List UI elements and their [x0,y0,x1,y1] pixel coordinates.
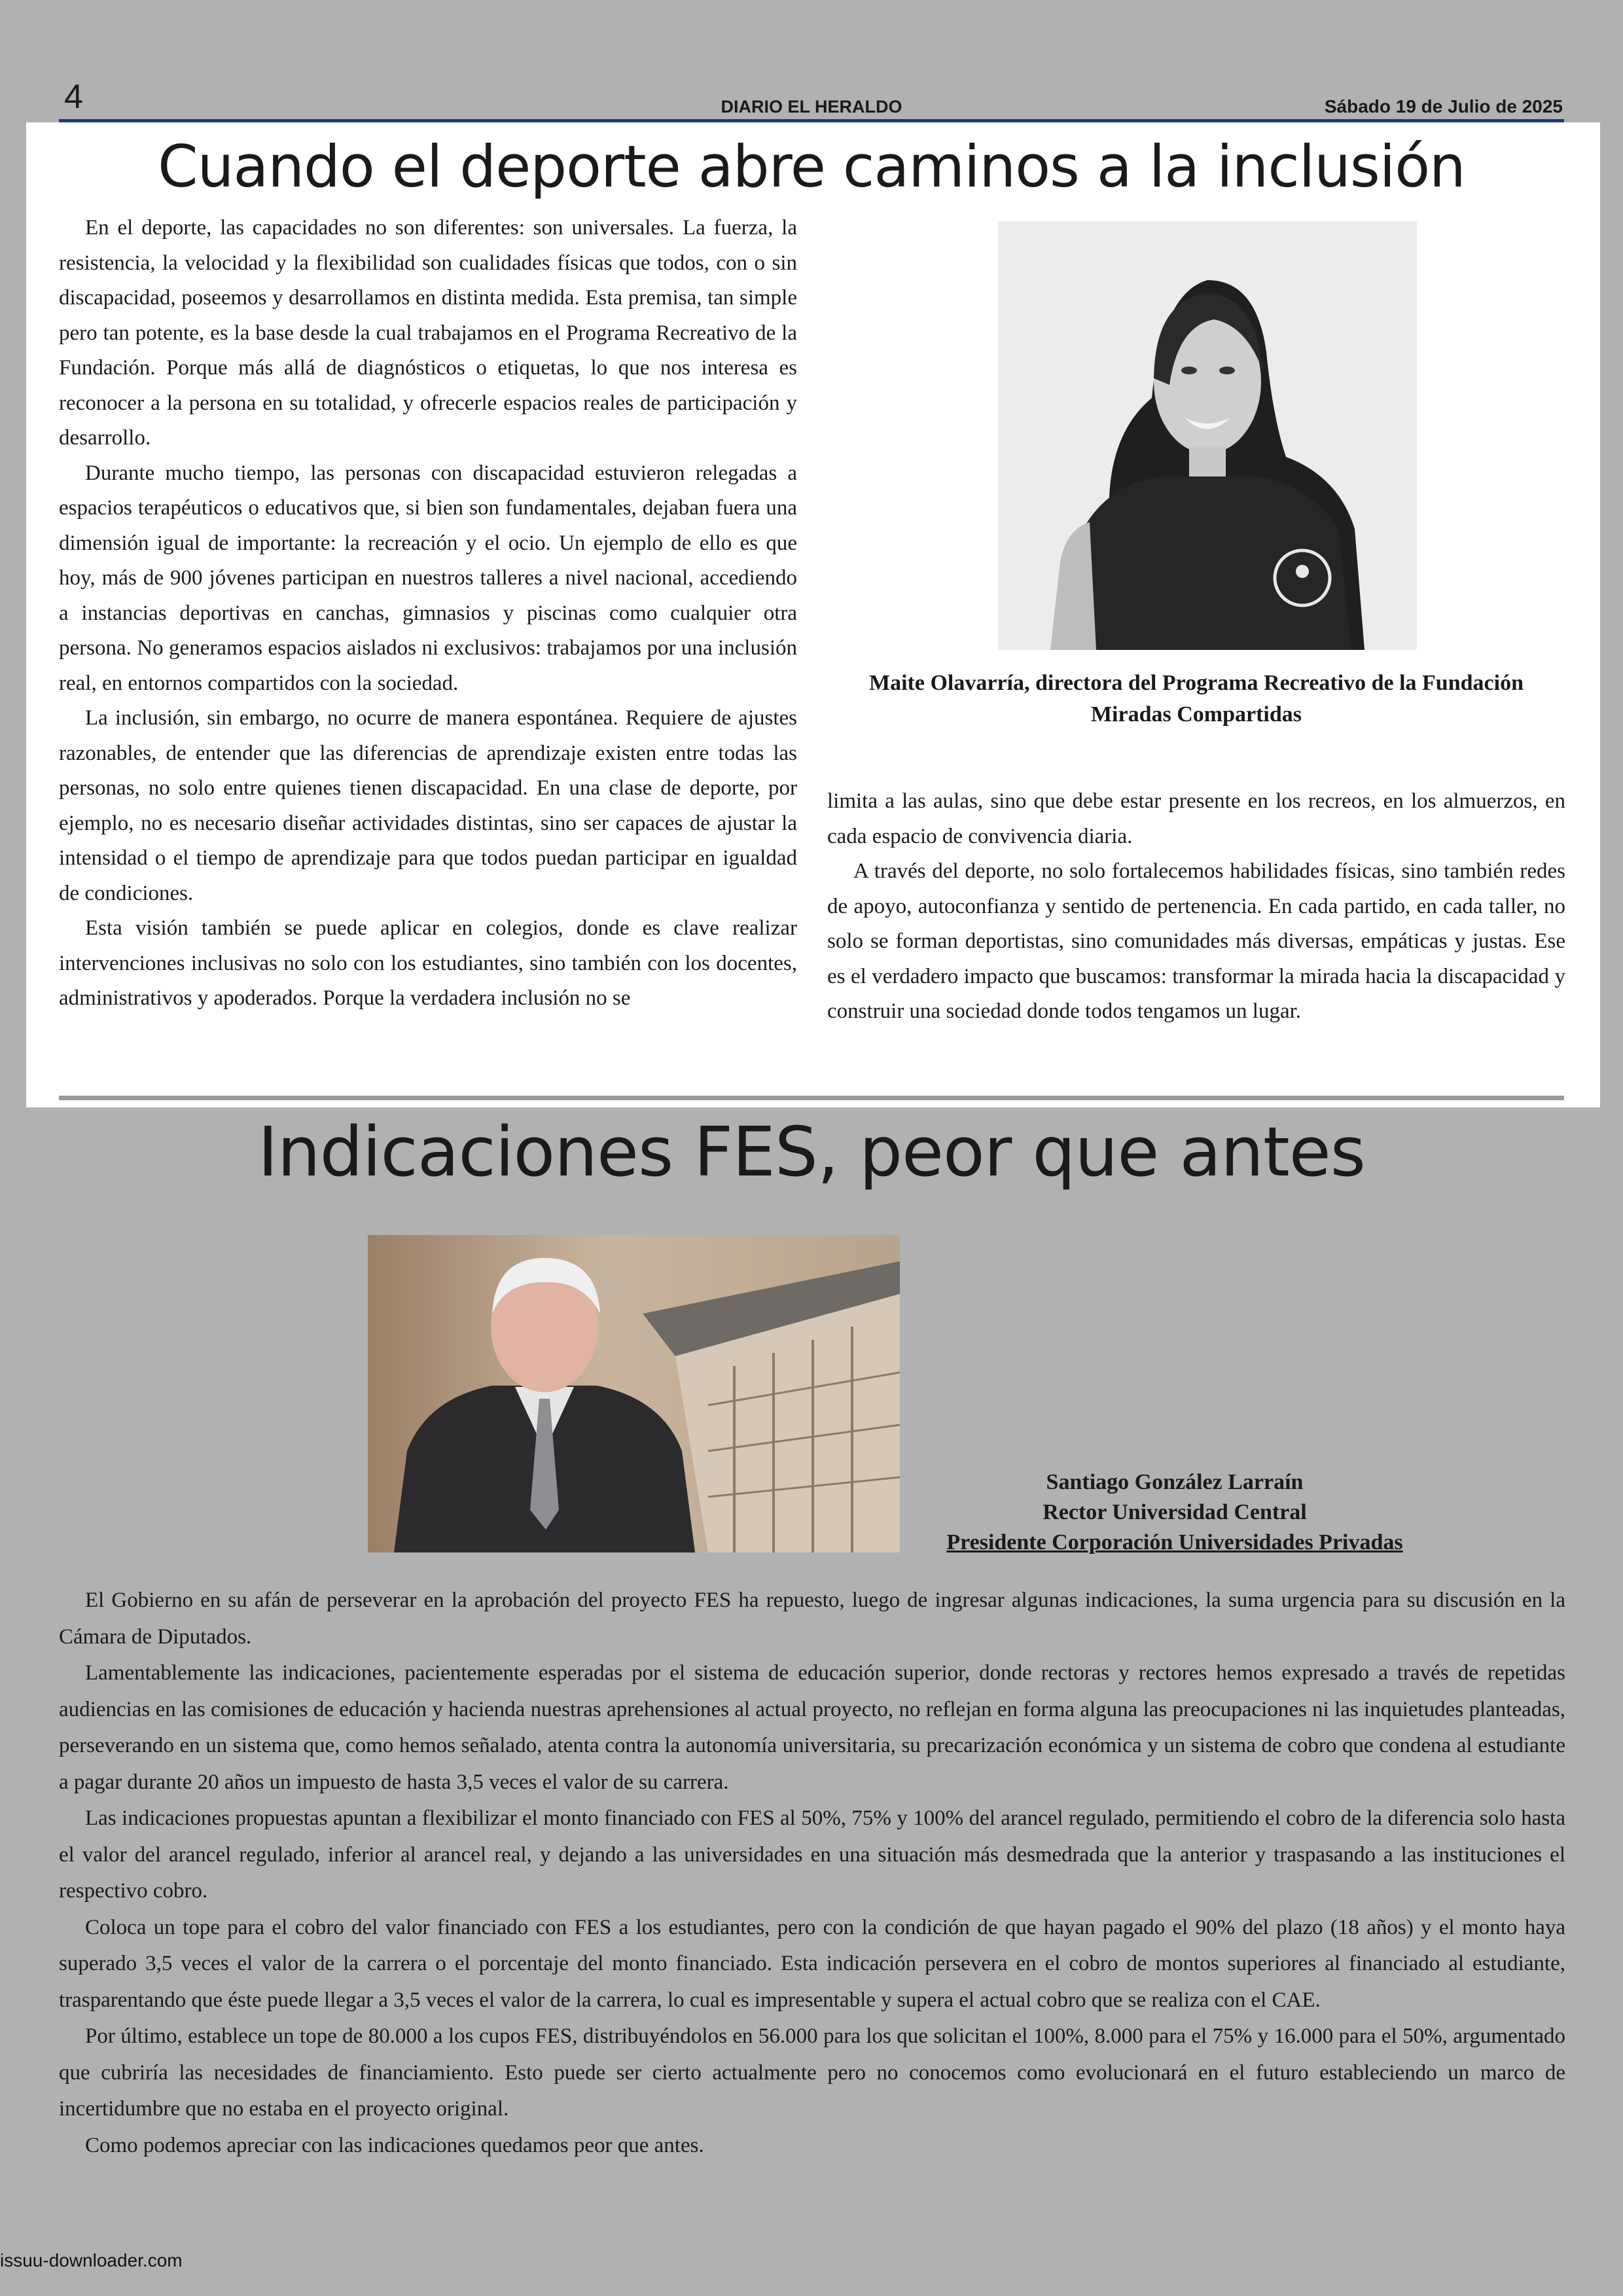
article1-column-right [827,784,1565,1030]
section-divider [59,1096,1564,1100]
article2-byline [913,1467,1436,1558]
source-watermark: issuu-downloader.com [0,2250,183,2270]
article1-paragraph: Esta visión también se puede aplicar en colegios, donde es clave realizar intervenciones inclusivas no solo con los estudiantes, sino también con los docentes, administrativos y apoderados. Porque la verdadera inclusión no se [59,916,797,1010]
author-role: Rector Universidad Central [1043,1500,1307,1524]
article2-paragraph: Las indicaciones propuestas apuntan a flexibilizar el monto financiado con FES al 50%, 75% y 100% del arancel regulado, permitiendo el cobro de la diferencia solo hasta el valor del arancel regulado, inferior al arancel real, y dejando a las universidades en una situación más desmedrada que la anterior y traspasando a las instituciones el respectivo cobro. [59,1806,1565,1903]
issue-date: Sábado 19 de Julio de 2025 [1324,96,1563,117]
newspaper-name: DIARIO EL HERALDO [721,97,902,117]
author-role: Presidente Corporación Universidades Privadas [946,1530,1403,1554]
portrait-photo-maite [998,221,1417,650]
author-name: Santiago González Larraín [1046,1470,1304,1494]
article2-paragraph: Como podemos apreciar con las indicaciones quedamos peor que antes. [85,2133,704,2157]
article1-paragraph: limita a las aulas, sino que debe estar presente en los recreos, en los almuerzos, en cada espacio de convivencia diaria. [827,789,1565,848]
article1-paragraph: En el deporte, las capacidades no son diferentes: son universales. La fuerza, la resistencia, la velocidad y la flexibilidad son cualidades físicas que todos, con o sin discapacidad, poseemos y desarrollamos en distinta medida. Esta premisa, tan simple pero tan potente, es la base desde la cual trabajamos en el Programa Recreativo de la Fundación. Porque más allá de diagnósticos o etiquetas, lo que nos interesa es reconocer a la persona en su totalidad, y ofrecerle espacios reales de participación y desarrollo. [59,216,797,450]
article2-paragraph: Por último, establece un tope de 80.000 a los cupos FES, distribuyéndolos en 56.000 para los que solicitan el 100%, 8.000 para el 75% y 16.000 para el 50%, argumentado que cubriría las necesidades de financiamiento. Esto puede ser cierto actualmente pero no conocemos como evolucionará en el futuro estableciendo un marco de incertidumbre que no estaba en el proyecto original. [59,2024,1565,2121]
page-number: 4 [64,78,83,116]
article2-paragraph: El Gobierno en su afán de perseverar en la aprobación del proyecto FES ha repuesto, luego de ingresar algunas indicaciones, la suma urgencia para su discusión en la Cámara de Diputados. [59,1588,1565,1649]
article1-column-left [59,211,797,1016]
article1-paragraph: A través del deporte, no solo fortalecemos habilidades físicas, sino también redes de apoyo, autoconfianza y sentido de pertenencia. En cada partido, en cada taller, no solo se forman deportistas, sino comunidades más diversas, empáticas y justas. Ese es el verdadero impacto que buscamos: transformar la mirada hacia la discapacidad y construir una sociedad donde todos tengamos un lugar. [827,859,1565,1023]
article2-paragraph: Lamentablemente las indicaciones, pacientemente esperadas por el sistema de educación superior, donde rectoras y rectores hemos expresado a través de repetidas audiencias en las comisiones de educación y hacienda nuestras aprehensiones al actual proyecto, no reflejan en forma alguna las preocupaciones ni las inquietudes planteadas, perseverando en un sistema que, como hemos señalado, atenta contra la autonomía universitaria, su precarización económica y un sistema de cobro que condena al estudiante a pagar durante 20 años un impuesto de hasta 3,5 veces el valor de su carrera. [59,1661,1565,1794]
portrait-photo-santiago [368,1235,900,1552]
article2-paragraph: Coloca un tope para el cobro del valor financiado con FES a los estudiantes, pero con la condición de que hayan pagado el 90% del plazo (18 años) y el monto haya superado 3,5 veces el valor de la carrera o el porcentaje del monto financiado. Esta indicación persevera en el cobro de montos superiores al financiado al estudiante, trasparentando que éste puede llegar a 3,5 veces el valor de la carrera, lo cual es impresentable y supera el actual cobro que se realiza con el CAE. [59,1915,1565,2012]
article1-paragraph: Durante mucho tiempo, las personas con discapacidad estuvieron relegadas a espacios terapéuticos o educativos que, si bien son fundamentales, dejaban fuera una dimensión igual de importante: la recreación y el ocio. Un ejemplo de ello es que hoy, más de 900 jóvenes participan en nuestros talleres a nivel nacional, accediendo a instancias deportivas en canchas, gimnasios y piscinas como cualquier otra persona. No generamos espacios aislados ni exclusivos: trabajamos por una inclusión real, en entornos compartidos con la sociedad. [59,461,797,695]
article1-photo-caption: Maite Olavarría, directora del Programa Recreativo de la Fundación Miradas Compartidas [869,671,1524,726]
article1-paragraph: La inclusión, sin embargo, no ocurre de manera espontánea. Requiere de ajustes razonables, de entender que las diferencias de aprendizaje existen entre todas las personas, no solo entre quienes tienen discapacidad. En una clase de deporte, por ejemplo, no es necesario diseñar actividades distintas, sino ser capaces de ajustar la intensidad o el tiempo de aprendizaje para que todos puedan participar en igualdad de condiciones. [59,706,797,905]
article1-title: Cuando el deporte abre caminos a la inclusión [158,133,1465,200]
article2-body [59,1583,1565,2164]
article2-title: Indicaciones FES, peor que antes [258,1112,1365,1192]
